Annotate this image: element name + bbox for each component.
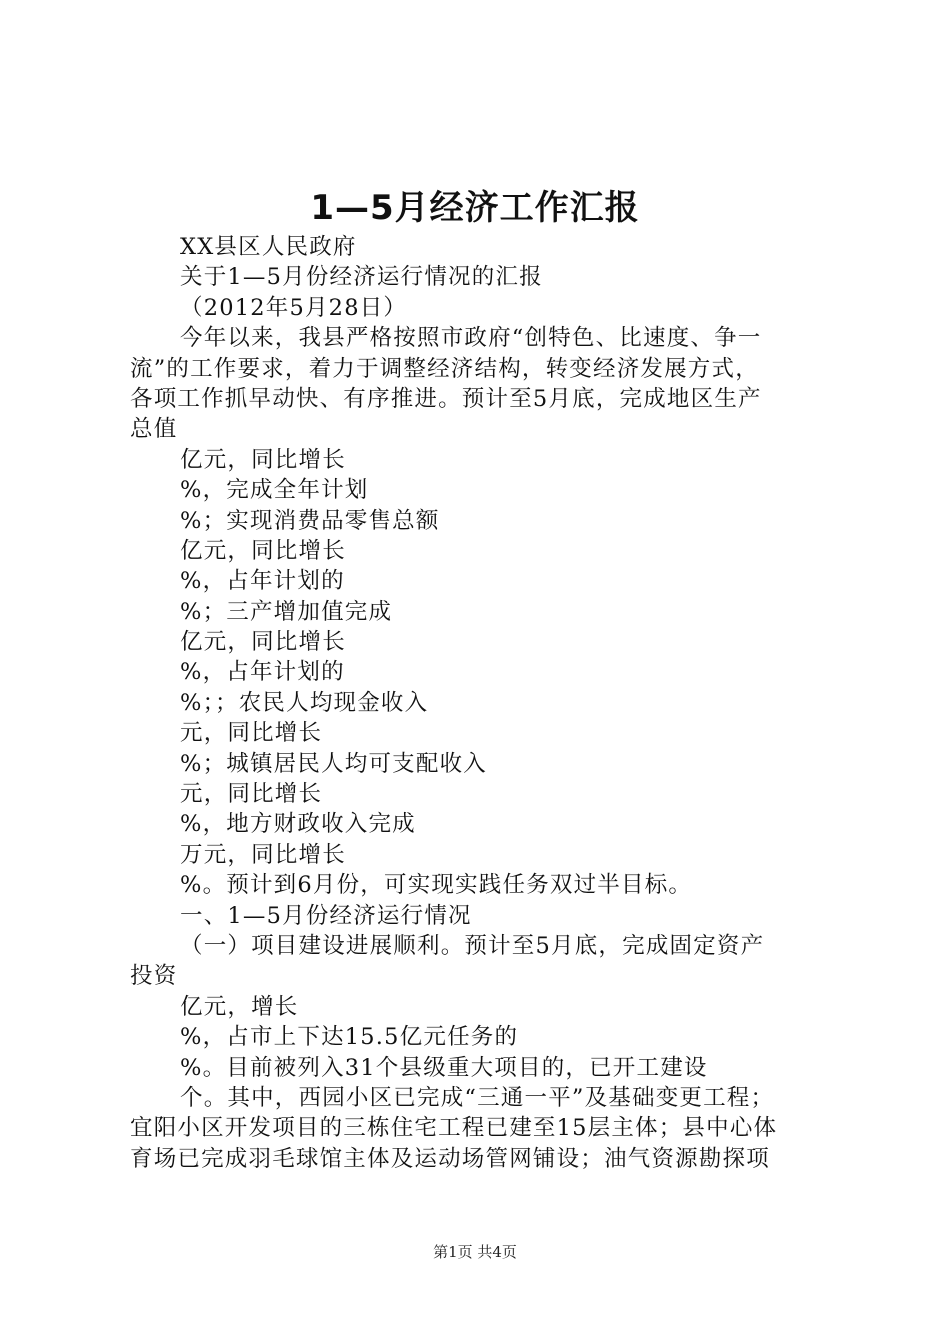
text-line: 亿元，增长 bbox=[180, 993, 299, 1020]
text-line: 今年以来，我县严格按照市政府“创特色、比速度、争一 bbox=[180, 325, 762, 352]
text-line: 一、1—5月份经济运行情况 bbox=[180, 902, 472, 929]
text-line: 亿元，同比增长 bbox=[180, 537, 346, 564]
text-line: 亿元，同比增长 bbox=[180, 629, 346, 656]
text-line: %，完成全年计划 bbox=[180, 477, 369, 504]
text-line: %。目前被列入31个县级重大项目的，已开工建设 bbox=[180, 1054, 708, 1081]
document-body bbox=[130, 232, 830, 1174]
text-line: %，占年计划的 bbox=[180, 568, 345, 595]
text-line: 宜阳小区开发项目的三栋住宅工程已建至15层主体；县中心体 bbox=[130, 1115, 778, 1142]
document-title: 1—5月经济工作汇报 bbox=[310, 188, 640, 228]
text-line: 总值 bbox=[130, 416, 178, 443]
text-line: %；三产增加值完成 bbox=[180, 598, 393, 625]
text-line: 流”的工作要求，着力于调整经济结构，转变经济发展方式， bbox=[130, 355, 759, 382]
text-line: %，占年计划的 bbox=[180, 659, 345, 686]
text-line: 育场已完成羽毛球馆主体及运动场管网铺设；油气资源勘探项 bbox=[130, 1145, 770, 1172]
text-line: 个。其中，西园小区已完成“三通一平”及基础变更工程； bbox=[180, 1084, 775, 1111]
text-line: 万元，同比增长 bbox=[180, 841, 346, 868]
text-line: （一）项目建设进展顺利。预计至5月底，完成固定资产 bbox=[180, 932, 765, 959]
text-line: 各项工作抓早动快、有序推进。预计至5月底，完成地区生产 bbox=[130, 385, 762, 412]
text-line: %；；农民人均现金收入 bbox=[180, 689, 429, 716]
text-line: %，地方财政收入完成 bbox=[180, 811, 416, 838]
text-line: %，占市上下达15.5亿元任务的 bbox=[180, 1024, 519, 1051]
text-line: 元，同比增长 bbox=[180, 781, 323, 808]
text-line: （2012年5月28日） bbox=[180, 294, 408, 321]
text-line: %；实现消费品零售总额 bbox=[180, 507, 440, 534]
text-line: XX县区人民政府 bbox=[180, 234, 357, 260]
text-line: 关于1—5月份经济运行情况的汇报 bbox=[180, 264, 543, 291]
page-footer: 第1页 共4页 bbox=[433, 1243, 517, 1261]
text-line: 亿元，同比增长 bbox=[180, 446, 346, 473]
text-line: %。预计到6月份，可实现实践任务双过半目标。 bbox=[180, 872, 693, 899]
text-line: 投资 bbox=[130, 963, 178, 990]
text-line: 元，同比增长 bbox=[180, 720, 323, 747]
text-line: %；城镇居民人均可支配收入 bbox=[180, 750, 487, 777]
